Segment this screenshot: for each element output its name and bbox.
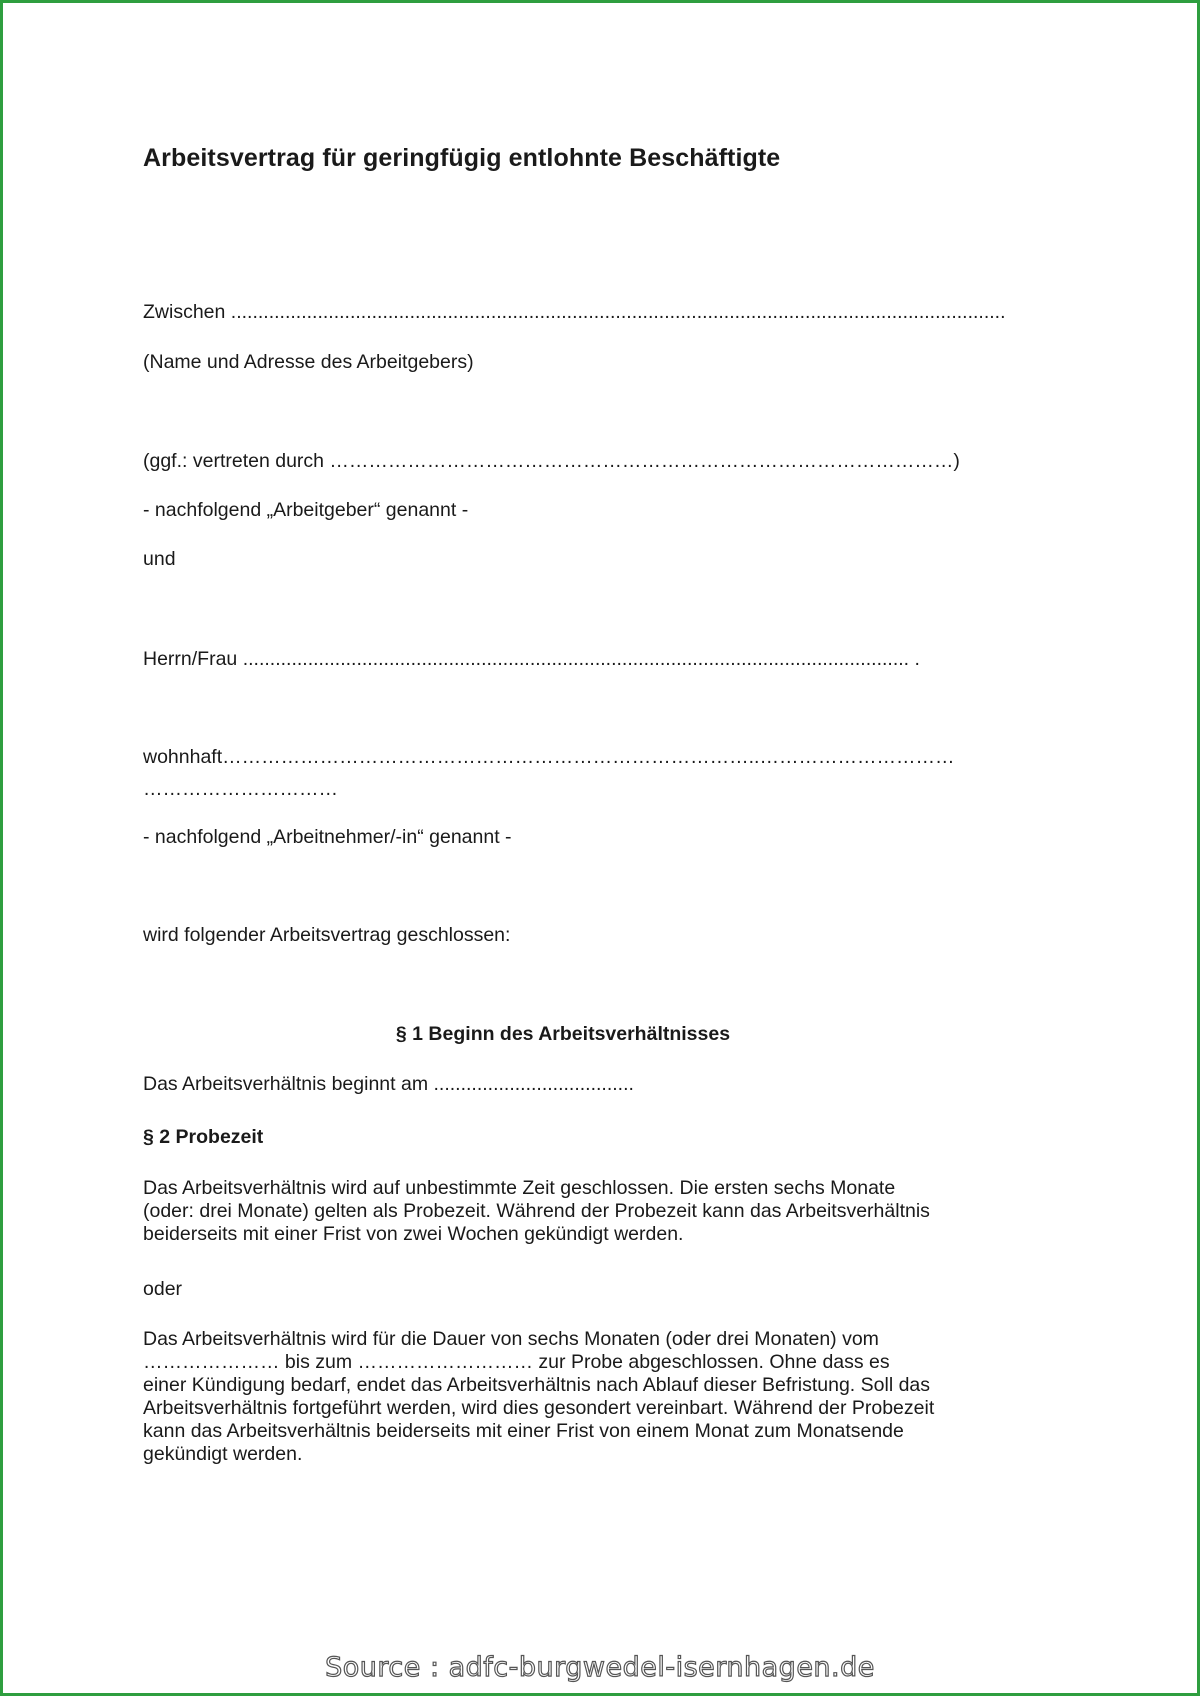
section2-p2-line: einer Kündigung bedarf, endet das Arbeitsverhältnis nach Ablauf dieser Befristung. Soll das: [143, 1374, 931, 1396]
section1-heading: § 1 Beginn des Arbeitsverhältnisses: [395, 1023, 731, 1045]
document-title: Arbeitsvertrag für geringfügig entlohnte Beschäftigte: [143, 144, 781, 172]
section2-p2-line: Arbeitsverhältnis fortgeführt werden, wird dies gesondert vereinbart. Während der Probezeit: [143, 1397, 935, 1419]
document-sheet: [143, 0, 1063, 1696]
herrn-frau-line: Herrn/Frau ........................................................................................................................... .: [143, 648, 920, 670]
section2-p1-line: (oder: drei Monate) gelten als Probezeit. Während der Probezeit kann das Arbeitsverhältnis: [143, 1200, 930, 1222]
section2-p2-line: gekündigt werden.: [143, 1443, 303, 1465]
wohnhaft-line-2: …………………………: [143, 778, 338, 800]
section2-p2-line: ………………… bis zum ……………………… zur Probe abgeschlossen. Ohne dass es: [143, 1351, 890, 1373]
wird-geschlossen-line: wird folgender Arbeitsvertrag geschlossen:: [143, 924, 511, 946]
employer-name-address-label: (Name und Adresse des Arbeitgebers): [143, 351, 474, 373]
nachfolgend-arbeitgeber-line: - nachfolgend „Arbeitgeber“ genannt -: [143, 499, 469, 521]
section2-heading: § 2 Probezeit: [143, 1126, 264, 1148]
source-watermark: Source : adfc-burgwedel-isernhagen.de: [325, 1652, 875, 1683]
section2-paragraph-1: [143, 1177, 1063, 1246]
nachfolgend-arbeitnehmer-line: - nachfolgend „Arbeitnehmer/-in“ genannt -: [143, 826, 512, 848]
oder-line: oder: [143, 1278, 183, 1300]
wohnhaft-line-1: wohnhaft………………………………………………………………………..…………………………: [143, 746, 955, 768]
section2-p1-line: beiderseits mit einer Frist von zwei Wochen gekündigt werden.: [143, 1223, 684, 1245]
section2-paragraph-2: [143, 1328, 1063, 1466]
section2-p1-line: Das Arbeitsverhältnis wird auf unbestimmte Zeit geschlossen. Die ersten sechs Monate: [143, 1177, 896, 1199]
und-line: und: [143, 548, 176, 570]
zwischen-line: Zwischen ...............................................................................................................................................: [143, 301, 1006, 323]
vertreten-durch-line: (ggf.: vertreten durch ……………………………………………………………………………………): [143, 450, 960, 472]
section2-p2-line: kann das Arbeitsverhältnis beiderseits mit einer Frist von einem Monat zum Monatsende: [143, 1420, 904, 1442]
section1-text: Das Arbeitsverhältnis beginnt am .....................................: [143, 1073, 634, 1095]
section2-p2-line: Das Arbeitsverhältnis wird für die Dauer von sechs Monaten (oder drei Monaten) vom: [143, 1328, 879, 1350]
